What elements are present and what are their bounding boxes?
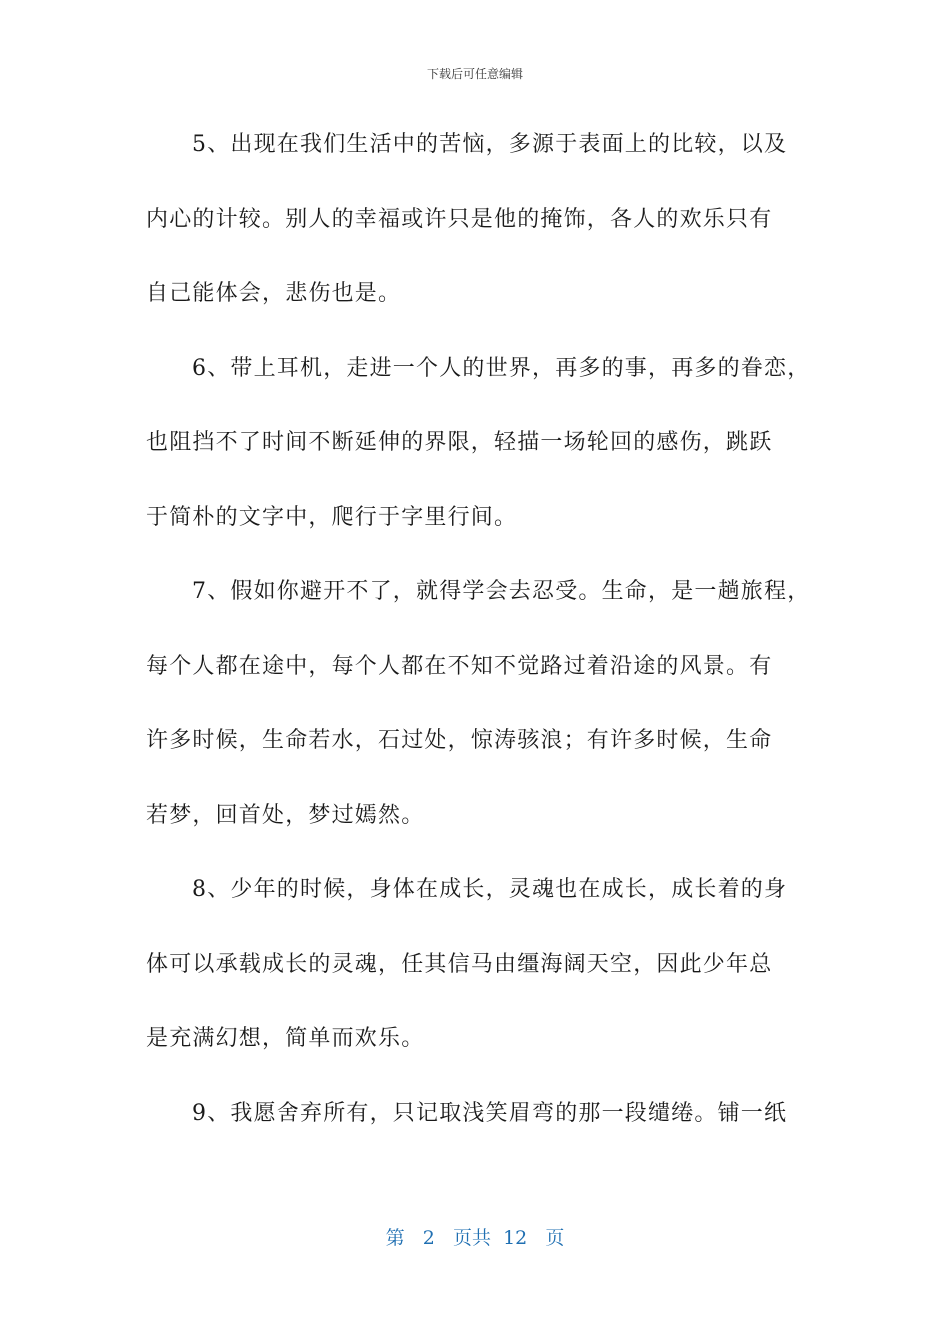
text-line: 5、出现在我们生活中的苦恼，多源于表面上的比较，以及	[192, 132, 788, 157]
text-line: 每个人都在途中，每个人都在不知不觉路过着沿途的风景。有	[146, 653, 773, 679]
footer-middle: 页共	[452, 1227, 491, 1249]
text-line: 体可以承载成长的灵魂，任其信马由缰海阔天空，因此少年总	[146, 951, 773, 977]
text-line: 8、少年的时候，身体在成长，灵魂也在成长，成长着的身	[192, 877, 788, 902]
text-line: 9、我愿舍弃所有，只记取浅笑眉弯的那一段缱绻。铺一纸	[192, 1100, 788, 1126]
text-line: 许多时候，生命若水，石过处，惊涛骇浪；有许多时候，生命	[146, 728, 773, 753]
page-number-footer	[0, 1226, 950, 1250]
footer-prefix: 第	[385, 1227, 405, 1249]
text-line: 也阻挡不了时间不断延伸的界限，轻描一场轮回的感伤，跳跃	[146, 430, 773, 455]
current-page-number: 2	[422, 1227, 435, 1249]
text-line: 6、带上耳机，走进一个人的世界，再多的事，再多的眷恋，	[192, 355, 811, 381]
text-line: 是充满幻想，简单而欢乐。	[146, 1026, 425, 1051]
total-pages-number: 12	[503, 1227, 528, 1249]
footer-suffix: 页	[545, 1227, 565, 1249]
text-line: 7、假如你避开不了，就得学会去忍受。生命，是一趟旅程，	[192, 579, 811, 604]
page-header: 下载后可任意编辑	[426, 67, 523, 81]
text-line: 内心的计较。别人的幸福或许只是他的掩饰，各人的欢乐只有	[146, 206, 773, 232]
text-line: 若梦，回首处，梦过嫣然。	[146, 802, 425, 828]
text-line: 自己能体会，悲伤也是。	[146, 281, 402, 306]
document-body	[146, 124, 826, 1167]
text-line: 于简朴的文字中，爬行于字里行间。	[146, 504, 518, 530]
